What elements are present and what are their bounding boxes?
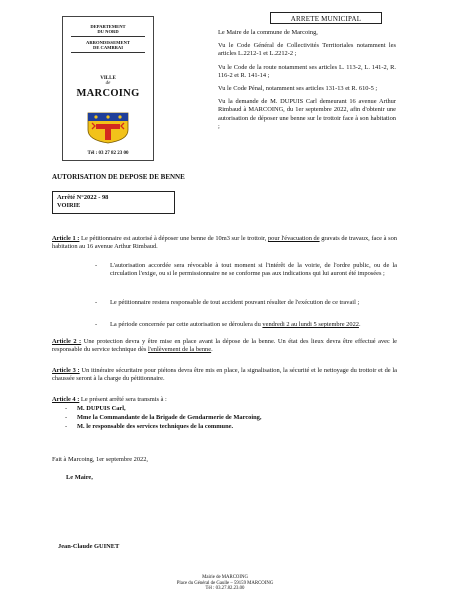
document-title: AUTORISATION DE DEPOSE DE BENNE xyxy=(52,173,185,181)
bullet-dash: - xyxy=(65,405,68,412)
recipient-services-techniques: M. le responsable des services techniques de la commune. xyxy=(77,423,234,430)
place-date: Fait à Marcoing, 1er septembre 2022, xyxy=(52,456,149,463)
footer xyxy=(0,575,450,592)
bullet-dash: - xyxy=(95,321,98,328)
period-end: . xyxy=(358,321,361,328)
article-3-text: Un itinéraire sécuritaire pour piétons devra être mis en place, la signalisation, la sécurité et le nettoyage du trottoir et de la chaussée seront à la charge du pétitionnaire. xyxy=(52,367,397,383)
article-2-text-c: . xyxy=(211,346,213,354)
coat-of-arms-icon xyxy=(86,112,130,144)
preamble-mayor: Le Maire de la commune de Marcoing, xyxy=(218,29,318,36)
recipient-gendarmerie: Mme la Commandante de la Brigade de Gendarmerie de Marcoing, xyxy=(77,414,262,421)
period-dates: vendredi 2 au lundi 5 septembre 2022 xyxy=(262,321,359,328)
logo-ville-de: de xyxy=(105,81,111,86)
footer-phone: Tél : 03.27.82.23.00 xyxy=(205,586,245,592)
article-3-label: Article 3 : xyxy=(52,367,80,374)
logo-arrondissement-line2: DE CAMBRAI xyxy=(93,45,123,50)
reference-box xyxy=(52,191,175,214)
article-4-text: Le présent arrêté sera transmis à : xyxy=(79,396,167,403)
article-3 xyxy=(52,367,397,383)
article-1-text-b: pour l'évacuation de xyxy=(267,235,320,242)
footer-mairie: Mairie de MARCOING xyxy=(202,575,248,580)
bullet-dash: - xyxy=(65,414,68,421)
signatory-title: Le Maire, xyxy=(66,474,93,481)
logo-department-line1: DEPARTEMENT xyxy=(90,24,126,29)
logo-ville-label: VILLE xyxy=(100,76,116,81)
logo-phone: Tél : 03 27 82 23 00 xyxy=(87,151,129,156)
bullet-dash: - xyxy=(65,423,68,430)
logo-divider xyxy=(71,52,145,53)
arrete-number: Arrêté N°2022 - 98 xyxy=(57,194,109,201)
preamble-code-route: Vu le Code de la route notamment ses articles L. 113-2, L. 141-2, R. 116-2 et R. 141-14 ; xyxy=(218,63,396,79)
preamble xyxy=(218,29,396,131)
bullet-dash: - xyxy=(95,262,98,269)
article-1-label: Article 1 : xyxy=(52,235,80,242)
signatory-name: Jean-Claude GUINET xyxy=(58,543,120,550)
article-4 xyxy=(52,396,397,404)
municipal-logo xyxy=(62,16,154,161)
logo-divider xyxy=(71,36,145,37)
service-label: VOIRIE xyxy=(57,202,81,210)
article-2 xyxy=(52,338,397,354)
bullet-dash: - xyxy=(95,299,98,306)
article-2-label: Article 2 : xyxy=(52,338,82,345)
article-1-item-responsable: Le pétitionnaire restera responsable de tout accident pouvant résulter de l'exécution de ce travail ; xyxy=(110,299,360,306)
preamble-cgct: Vu le Code Général de Collectivités Territoriales notamment les articles L.2212-1 et L.2212-2 ; xyxy=(218,42,396,58)
logo-department-line2: DU NORD xyxy=(97,29,119,34)
article-2-text-a: Une protection devra y être mise en place avant la dépose de la benne. Un état des lieux devra être effectué avec le responsable du service technique dès xyxy=(52,338,397,354)
recipient-dupuis: M. DUPUIS Carl, xyxy=(77,405,126,412)
arrete-municipal-header: ARRETE MUNICIPAL xyxy=(270,12,382,24)
article-1 xyxy=(52,235,397,251)
article-1-text-c: gravats de travaux, face à son habitation au 16 avenue Arthur Rimbaud. xyxy=(52,235,398,251)
logo-arrondissement-line1: ARRONDISSEMENT xyxy=(86,40,130,45)
period-text: La période concernée par cette autorisation se déroulera du xyxy=(110,321,263,328)
logo-city-name: MARCOING xyxy=(76,88,140,99)
article-1-item-revocable: L'autorisation accordée sera révocable à tout moment si l'intérêt de la voirie, de l'ordre public, ou de la circulation l'exige, ou si le permissionnaire ne se conforme pas aux indications qui lui auront été imposées ; xyxy=(110,262,397,278)
footer-address: Place du Général de Gaulle – 59159 MARCOING xyxy=(176,580,274,586)
article-4-label: Article 4 : xyxy=(52,396,80,403)
preamble-demande: Vu la demande de M. DUPUIS Carl demeurant 16 avenue Arthur Rimbaud à MARCOING, du 1er septembre 2022, afin d'obtenir une autorisation de déposer une benne sur le trottoir face à son habitation ; xyxy=(218,98,396,130)
article-1-text-a: Le pétitionnaire est autorisé à déposer une benne de 10m3 sur le trottoir, xyxy=(79,235,268,242)
article-1-item-periode xyxy=(110,321,397,329)
article-2-text-b: l'enlèvement de la benne xyxy=(148,346,212,354)
preamble-code-penal: Vu le Code Pénal, notamment ses articles 131-13 et R. 610-5 ; xyxy=(218,85,378,93)
